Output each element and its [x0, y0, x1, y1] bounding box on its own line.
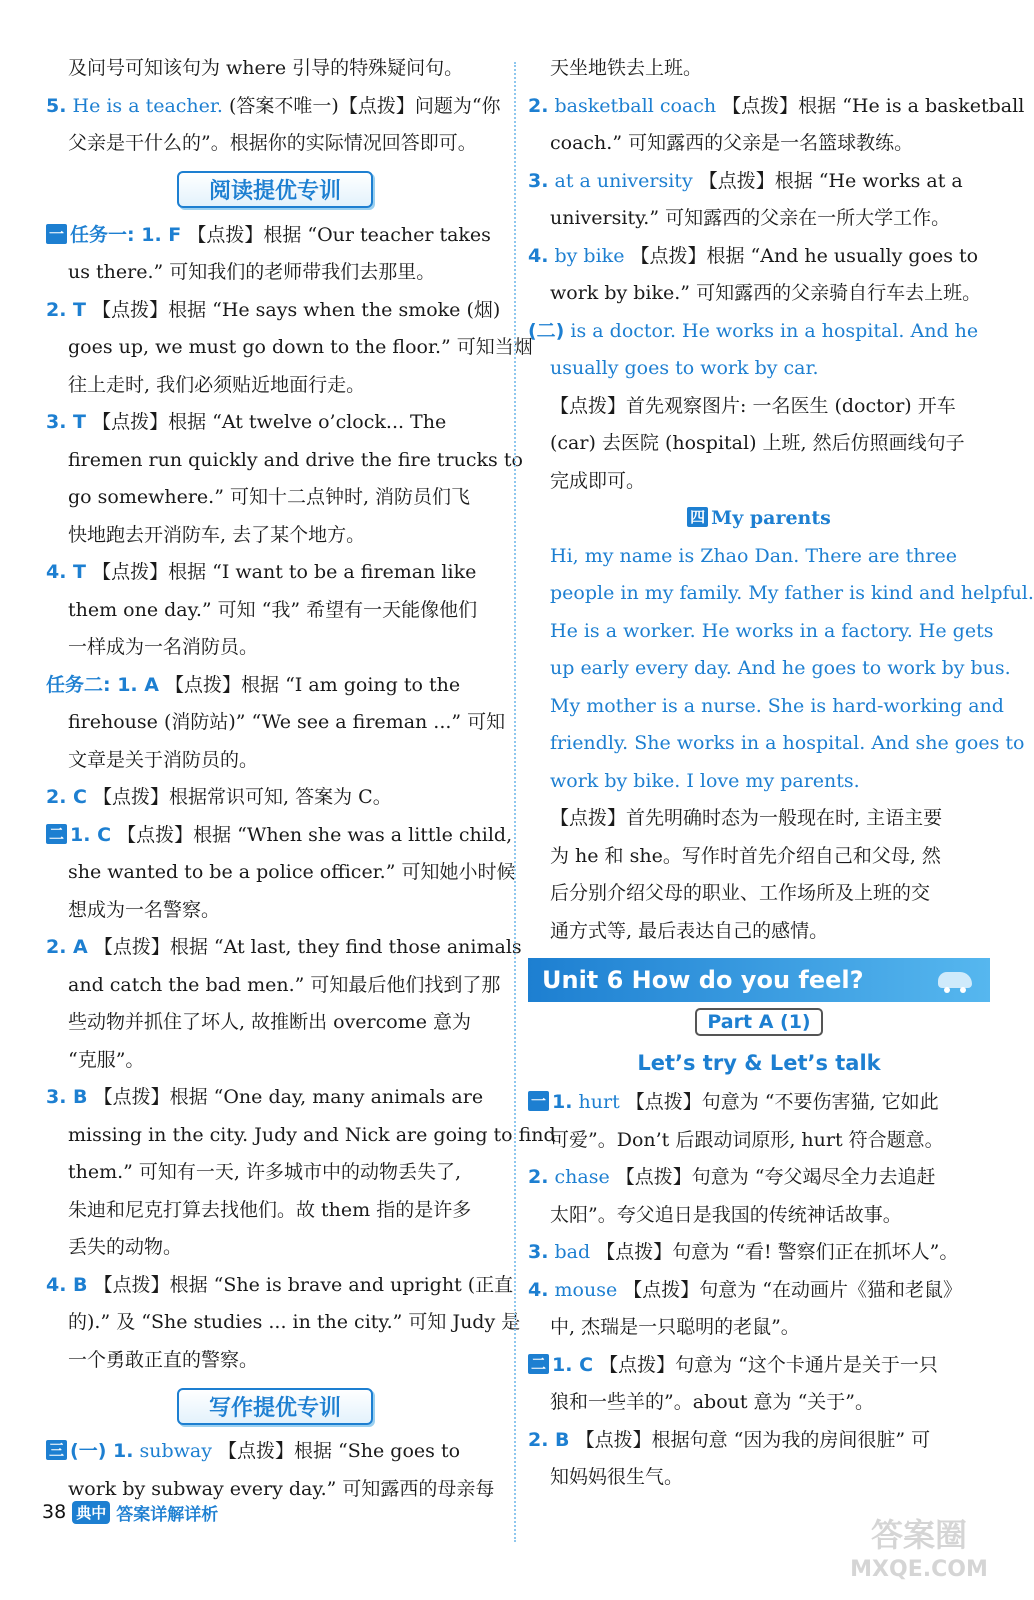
right-column: [528, 50, 1034, 1497]
question-number: 2. C: [46, 786, 87, 808]
explanation-text: and catch the bad men.” 可知最后他们找到了那: [68, 973, 501, 996]
answer-text: bad: [554, 1241, 591, 1263]
text-line: [46, 1042, 504, 1080]
explanation-text: (答案不唯一)【点拨】问题为“你: [229, 94, 501, 117]
explanation-text: 【点拨】根据 “He is a basketball: [722, 94, 1025, 117]
explanation-text: firehouse (消防站)” “We see a fireman ...” 可知: [68, 711, 506, 733]
question-number: 1. C: [552, 1353, 594, 1376]
answer-text: chase: [554, 1166, 610, 1188]
question-number: 3. B: [46, 1086, 88, 1108]
explanation-text: 文章是关于消防员的。: [68, 748, 259, 771]
text-line: [46, 217, 504, 255]
answer-text: work by bike. I love my parents.: [550, 769, 860, 792]
answer-text: hurt: [578, 1091, 620, 1113]
text-line: [46, 554, 504, 592]
explanation-text: 通方式等, 最后表达自己的感情。: [550, 919, 829, 942]
question-number: 2. B: [528, 1428, 570, 1451]
essay-title: My parents: [711, 507, 831, 529]
answer-text: by bike: [554, 244, 625, 267]
question-number: 1. C: [70, 823, 112, 846]
text-line: [528, 913, 990, 951]
text-line: [46, 892, 504, 930]
text-line: [528, 1122, 990, 1160]
part-header: [528, 1008, 990, 1046]
text-line: [528, 463, 990, 501]
text-line: [528, 388, 990, 426]
text-line: [46, 1004, 504, 1042]
text-line: [46, 254, 504, 292]
text-line: [46, 929, 522, 967]
question-number: 4. T: [46, 561, 87, 583]
explanation-text: 往上走时, 我们必须贴近地面行走。: [68, 373, 366, 396]
text-line: [528, 275, 990, 313]
text-line: [528, 1197, 990, 1235]
section-number-badge: 一: [46, 224, 67, 244]
explanation-text: 【点拨】根据 “I am going to the: [165, 673, 461, 696]
answer-text: He is a worker. He works in a factory. He gets: [550, 619, 994, 642]
question-number: (二): [528, 319, 565, 342]
text-line: [46, 1117, 556, 1155]
text-line: [46, 1229, 504, 1267]
text-line: [46, 817, 513, 855]
explanation-text: us there.” 可知我们的老师带我们去那里。: [68, 261, 436, 283]
text-line: [46, 292, 504, 330]
explanation-text: 【点拨】根据 “One day, many animals are: [93, 1086, 484, 1108]
question-number: 3. T: [46, 411, 87, 433]
text-line: [46, 1192, 504, 1230]
explanation-text: 【点拨】句意为 “这个卡通片是关于一只: [599, 1353, 938, 1376]
explanation-text: 一样成为一名消防员。: [68, 636, 259, 658]
text-line: [46, 592, 504, 630]
text-line: [46, 1342, 504, 1380]
explanation-text: firemen run quickly and drive the fire trucks to: [68, 448, 523, 471]
text-line: [46, 442, 523, 480]
question-number: 1.: [552, 1091, 573, 1113]
explanation-text: 父亲是干什么的”。根据你的实际情况回答即可。: [68, 132, 477, 154]
explanation-text: 【点拨】句意为 “看! 警察们正在抓坏人”。: [596, 1241, 959, 1263]
explanation-text: goes up, we must go down to the floor.” 可知当烟: [68, 336, 533, 358]
car-icon: [938, 972, 972, 988]
text-line: [46, 629, 504, 667]
explanation-text: 【点拨】根据 “Our teacher takes: [187, 223, 491, 246]
explanation-text: 的).” 及 “She studies ... in the city.” 可知 Judy 是: [68, 1311, 521, 1333]
explanation-text: 朱迪和尼克打算去找他们。故 them 指的是许多: [68, 1198, 472, 1221]
text-line: [46, 742, 504, 780]
text-line: [46, 1154, 504, 1192]
answer-text: friendly. She works in a hospital. And she goes to: [550, 732, 1025, 754]
text-line: [528, 1234, 990, 1272]
text-line: [46, 967, 504, 1005]
text-line: [46, 1433, 504, 1471]
explanation-text: 【点拨】首先观察图片: 一名医生 (doctor) 开车: [550, 394, 956, 417]
section-title: 阅读提优专训: [177, 171, 373, 208]
text-line: [528, 838, 990, 876]
text-line: [46, 779, 504, 817]
section-number-badge: 三: [46, 1440, 67, 1460]
text-line: [46, 1304, 521, 1342]
question-number: 2.: [528, 94, 549, 117]
explanation-text: 【点拨】首先明确时态为一般现在时, 主语主要: [550, 807, 943, 829]
text-line: [528, 238, 990, 276]
text-line: [46, 704, 504, 742]
section-number-badge: 四: [687, 507, 708, 527]
text-line: [528, 875, 990, 913]
explanation-text: 完成即可。: [550, 469, 646, 492]
text-line: [528, 88, 1025, 126]
text-line: [528, 1272, 990, 1310]
text-line: [46, 404, 504, 442]
explanation-text: missing in the city. Judy and Nick are going to find: [68, 1123, 556, 1146]
answer-text: He is a teacher.: [72, 94, 223, 117]
answer-text: at a university: [554, 169, 693, 192]
text-line: [528, 1084, 990, 1122]
explanation-text: 【点拨】根据 “He works at a: [698, 169, 963, 192]
section-header: [46, 163, 504, 217]
page-footer: [42, 1496, 218, 1528]
unit-title: Unit 6 How do you feel?: [542, 966, 864, 994]
text-line: [528, 50, 990, 88]
text-line: [528, 1422, 990, 1460]
explanation-text: 为 he 和 she。写作时首先介绍自己和父母, 然: [550, 844, 941, 867]
text-line: [528, 575, 1034, 613]
explanation-text: 【点拨】句意为 “夸父竭尽全力去追赶: [615, 1166, 936, 1188]
text-line: [528, 1309, 990, 1347]
question-number: 任务二: 1. A: [46, 673, 159, 696]
explanation-text: 【点拨】根据常识可知, 答案为 C。: [93, 786, 392, 808]
text-line: [46, 1267, 514, 1305]
text-line: [528, 725, 1025, 763]
part-label: Part A (1): [695, 1008, 822, 1036]
part-subtitle: Let’s try & Let’s talk: [637, 1051, 881, 1075]
explanation-text: 丢失的动物。: [68, 1236, 183, 1258]
question-number: 2. A: [46, 936, 88, 958]
text-line: [528, 763, 990, 801]
answer-text: people in my family. My father is kind and helpful.: [550, 582, 1034, 604]
explanation-text: 中, 杰瑞是一只聪明的老鼠”。: [550, 1316, 800, 1338]
section-number-badge: 一: [528, 1091, 549, 1111]
question-number: 任务一: 1. F: [70, 223, 182, 246]
explanation-text: 【点拨】根据 “I want to be a fireman like: [92, 561, 477, 583]
explanation-text: 【点拨】根据 “When she was a little child,: [117, 823, 513, 846]
publisher-logo: 典中: [72, 1501, 110, 1524]
text-line: [528, 313, 990, 351]
explanation-text: 【点拨】根据句意 “因为我的房间很脏” 可: [575, 1428, 931, 1451]
explanation-text: university.” 可知露西的父亲在一所大学工作。: [550, 207, 951, 229]
answer-text: Hi, my name is Zhao Dan. There are three: [550, 544, 958, 567]
question-number: 4.: [528, 1278, 549, 1301]
text-line: [46, 125, 504, 163]
page-number: 38: [42, 1501, 67, 1523]
explanation-text: 【点拨】根据 “At last, they find those animals: [93, 936, 522, 958]
explanation-text: 【点拨】句意为 “在动画片《猫和老鼠》: [623, 1278, 962, 1301]
text-line: [528, 800, 990, 838]
explanation-text: “克服”。: [68, 1048, 145, 1071]
text-line: [46, 854, 516, 892]
text-line: [528, 1347, 990, 1385]
explanation-text: 【点拨】根据 “He says when the smoke (烟): [92, 298, 501, 321]
text-line: [46, 367, 504, 405]
section-header: [46, 1379, 504, 1433]
watermark-logo: [830, 1508, 1008, 1584]
explanation-text: she wanted to be a police officer.” 可知她小时候: [68, 861, 516, 883]
question-number: 4.: [528, 244, 549, 267]
explanation-text: 快地跑去开消防车, 去了某个地方。: [68, 523, 366, 546]
answer-text: up early every day. And he goes to work by bus.: [550, 657, 1011, 679]
question-number: 3.: [528, 1241, 549, 1263]
explanation-text: 【点拨】根据 “She goes to: [218, 1440, 461, 1462]
answer-text: is a doctor. He works in a hospital. And he: [570, 319, 979, 342]
text-line: [46, 1079, 504, 1117]
text-line: [46, 667, 504, 705]
text-line: [46, 50, 504, 88]
answer-text: usually goes to work by car.: [550, 357, 819, 379]
explanation-text: 一个勇敢正直的警察。: [68, 1348, 259, 1371]
explanation-text: 【点拨】根据 “At twelve o’clock... The: [92, 411, 447, 433]
answer-text: subway: [139, 1440, 212, 1462]
explanation-text: them.” 可知有一天, 许多城市中的动物丢失了,: [68, 1161, 462, 1183]
explanation-text: 【点拨】根据 “She is brave and upright (正直: [93, 1273, 514, 1296]
question-number: 4. B: [46, 1273, 88, 1296]
explanation-text: 及问号可知该句为 where 引导的特殊疑问句。: [68, 57, 464, 79]
explanation-text: go somewhere.” 可知十二点钟时, 消防员们飞: [68, 486, 471, 508]
explanation-text: (car) 去医院 (hospital) 上班, 然后仿照画线句子: [550, 432, 965, 454]
explanation-text: them one day.” 可知 “我” 希望有一天能像他们: [68, 598, 478, 621]
text-line: [528, 1159, 990, 1197]
text-line: [528, 500, 990, 538]
question-number: 2. T: [46, 298, 87, 321]
text-line: [46, 517, 504, 555]
explanation-text: work by subway every day.” 可知露西的母亲每: [68, 1477, 495, 1500]
explanation-text: coach.” 可知露西的父亲是一名篮球教练。: [550, 132, 914, 154]
explanation-text: 狼和一些羊的”。about 意为 “关于”。: [550, 1391, 875, 1413]
explanation-text: work by bike.” 可知露西的父亲骑自行车去上班。: [550, 282, 982, 304]
unit-banner: [528, 958, 990, 1002]
text-line: [46, 479, 504, 517]
text-line: [528, 125, 990, 163]
section-title: 写作提优专训: [177, 1388, 373, 1425]
explanation-text: 想成为一名警察。: [68, 898, 221, 921]
explanation-text: 【点拨】根据 “And he usually goes to: [630, 244, 979, 267]
explanation-text: 太阳”。夸父追日是我国的传统神话故事。: [550, 1203, 902, 1226]
watermark-text: 答案圈: [870, 1516, 968, 1554]
explanation-text: 后分别介绍父母的职业、工作场所及上班的交: [550, 882, 931, 904]
text-line: [528, 1384, 990, 1422]
section-number-badge: 二: [46, 824, 67, 844]
text-line: [528, 163, 990, 201]
explanation-text: 知妈妈很生气。: [550, 1466, 684, 1488]
explanation-text: 天坐地铁去上班。: [550, 57, 703, 79]
footer-title: 答案详解详析: [116, 1504, 219, 1525]
question-number: 2.: [528, 1166, 549, 1188]
text-line: [528, 538, 990, 576]
answer-text: basketball coach: [554, 94, 717, 117]
section-number-badge: 二: [528, 1354, 549, 1374]
answer-text: My mother is a nurse. She is hard-working and: [550, 694, 1004, 717]
text-line: [528, 350, 990, 388]
question-number: (一) 1.: [70, 1440, 134, 1462]
question-number: 3.: [528, 169, 549, 192]
explanation-text: 可爱”。Don’t 后跟动词原形, hurt 符合题意。: [550, 1128, 944, 1151]
text-line: [528, 650, 1011, 688]
text-line: [46, 329, 533, 367]
text-line: [528, 613, 994, 651]
column-divider: [514, 62, 516, 1542]
question-number: 5.: [46, 94, 67, 117]
text-line: [528, 425, 990, 463]
answer-text: mouse: [554, 1278, 618, 1301]
text-line: [46, 88, 504, 126]
watermark-url: MXQE.COM: [850, 1557, 988, 1582]
text-line: [528, 200, 990, 238]
explanation-text: 些动物并抓住了坏人, 故推断出 overcome 意为: [68, 1011, 471, 1033]
text-line: [528, 688, 1004, 726]
text-line: [528, 1459, 990, 1497]
explanation-text: 【点拨】句意为 “不要伤害猫, 它如此: [625, 1091, 939, 1113]
